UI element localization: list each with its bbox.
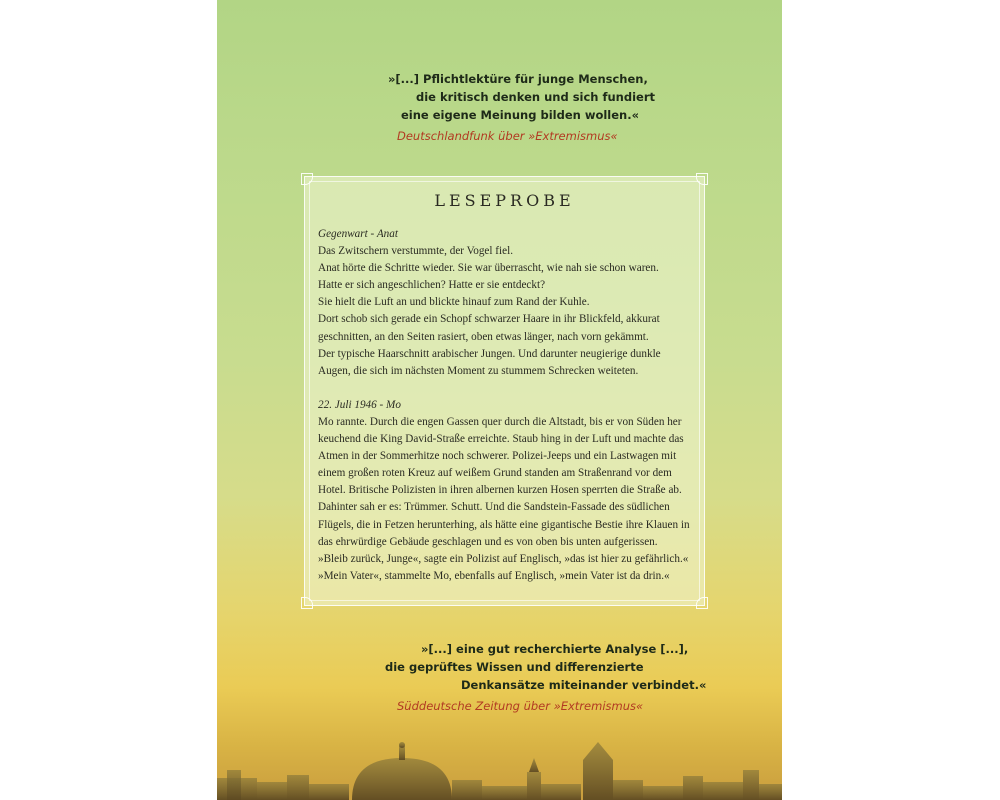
quote-line: die kritisch denken und sich fundiert xyxy=(416,90,656,104)
text-line: »Mein Vater«, stammelte Mo, ebenfalls auf Englisch, »mein Vater ist da drin.« xyxy=(318,569,670,582)
frame-corner xyxy=(696,173,708,185)
text-line: Flügels, die in Fetzen herunterhing, als hätte eine gigantische Bestie ihre Klauen in xyxy=(318,518,690,531)
text-line: keuchend die King David-Straße erreichte. Staub hing in der Luft und machte das xyxy=(318,433,684,446)
text-line: geschnitten, an den Seiten rasiert, oben etwas länger, nach vorn gekämmt. xyxy=(318,330,649,343)
frame-corner xyxy=(696,597,708,609)
text-line: Dort schob sich gerade ein Schopf schwarzer Haare in ihr Blickfeld, akkurat xyxy=(318,313,660,326)
quote-source: Deutschlandfunk über »Extremismus« xyxy=(397,129,618,143)
quote-line: »[...] eine gut recherchierte Analyse [...], xyxy=(421,642,689,656)
excerpt-text xyxy=(318,226,698,585)
quote-line: Denkansätze miteinander verbindet.« xyxy=(461,678,707,692)
text-line: Anat hörte die Schritte wieder. Sie war überrascht, wie nah sie schon waren. xyxy=(318,262,659,275)
frame-corner xyxy=(301,173,313,185)
text-line: Mo rannte. Durch die engen Gassen quer durch die Altstadt, bis er von Süden her xyxy=(318,415,682,428)
text-line: Atmen in der Sommerhitze noch schwerer. Polizei-Jeeps und ein Lastwagen mit xyxy=(318,450,677,463)
excerpt-box xyxy=(304,176,705,606)
book-page xyxy=(217,0,782,800)
text-line: »Bleib zurück, Junge«, sagte ein Polizist auf Englisch, »das ist hier zu gefährlich.« xyxy=(318,552,689,565)
text-line: Der typische Haarschnitt arabischer Jungen. Und darunter neugierige dunkle xyxy=(318,347,661,360)
text-line: das ehrwürdige Gebäude geschlagen und es von oben bis unten aufgerissen. xyxy=(318,535,658,548)
text-line: Dahinter sah er es: Trümmer. Schutt. Und die Sandstein-Fassade des südlichen xyxy=(318,501,670,514)
quote-line: die geprüftes Wissen und differenzierte xyxy=(385,660,644,674)
quote-line: eine eigene Meinung bilden wollen.« xyxy=(401,108,640,122)
section-heading: 22. Juli 1946 - Mo xyxy=(318,398,401,411)
section-heading: Gegenwart - Anat xyxy=(318,228,398,240)
city-skyline-image xyxy=(217,720,782,800)
top-review-quote xyxy=(388,70,655,145)
text-line: Hotel. Britische Polizisten in ihren albernen kurzen Hosen sperrten die Straße ab. xyxy=(318,484,682,497)
excerpt-title: LESEPROBE xyxy=(434,191,575,210)
text-line: Hatte er sich angeschlichen? Hatte er sie entdeckt? xyxy=(318,279,546,292)
text-line: Augen, die sich im nächsten Moment zu stummem Schrecken weiteten. xyxy=(318,364,639,377)
text-line: einem großen roten Kreuz auf weißem Grund standen am Straßenrand vor dem xyxy=(318,467,672,480)
frame-corner xyxy=(301,597,313,609)
quote-line: »[...] Pflichtlektüre für junge Menschen, xyxy=(388,72,648,86)
text-line: Das Zwitschern verstummte, der Vogel fiel. xyxy=(318,245,514,258)
text-line: Sie hielt die Luft an und blickte hinauf zum Rand der Kuhle. xyxy=(318,296,590,309)
quote-source: Süddeutsche Zeitung über »Extremismus« xyxy=(397,699,644,713)
bottom-review-quote xyxy=(385,640,706,715)
